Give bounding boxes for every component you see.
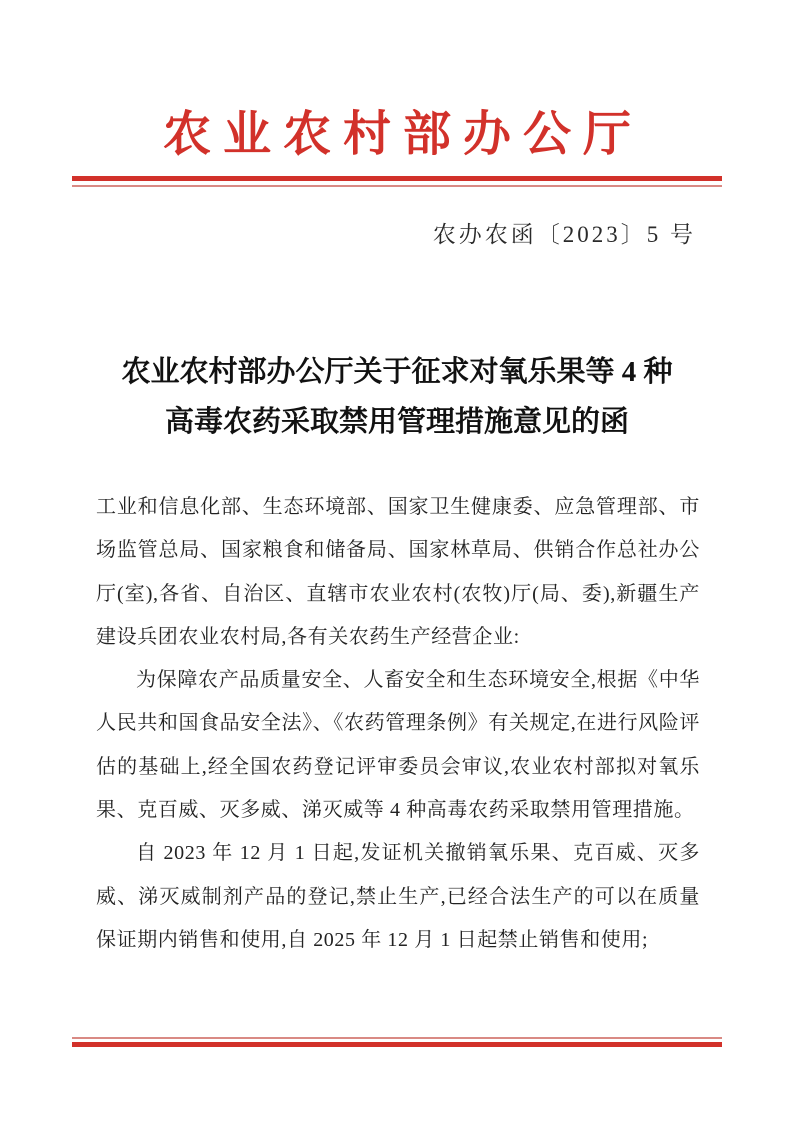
- letterhead-divider-thick: [72, 176, 722, 181]
- footer-divider-thin: [72, 1037, 722, 1039]
- paragraph-ban-measures: 自 2023 年 12 月 1 日起,发证机关撤销氧乐果、克百威、灭多威、涕灭威制剂产品的登记,禁止生产,已经合法生产的可以在质量保证期内销售和使用,自 2025 年 12 月 1 日起禁止销售和使用;: [96, 842, 700, 951]
- paragraph-legal-basis: 为保障农产品质量安全、人畜安全和生态环境安全,根据《中华人民共和国食品安全法》、《农药管理条例》有关规定,在进行风险评估的基础上,经全国农药登记评审委员会审议,农业农村部拟对氧乐果、克百威、灭多威、涕灭威等 4 种高毒农药采取禁用管理措施。: [96, 669, 700, 822]
- document-title-line2: 高毒农药采取禁用管理措施意见的函: [164, 406, 629, 438]
- document-number: 农办农函〔2023〕5 号: [432, 222, 696, 247]
- document-body: [96, 486, 700, 962]
- letterhead-divider-thin: [72, 185, 722, 187]
- document-title: [50, 347, 744, 447]
- footer-divider-thick: [72, 1042, 722, 1047]
- letterhead-agency-title: 农业农村部办公厅: [162, 108, 643, 161]
- paragraph-recipients: 工业和信息化部、生态环境部、国家卫生健康委、应急管理部、市场监管总局、国家粮食和储备局、国家林草局、供销合作总社办公厅(室),各省、自治区、直辖市农业农村(农牧)厅(局、委),新疆生产建设兵团农业农村局,各有关农药生产经营企业:: [96, 496, 700, 648]
- document-title-line1: 农业农村部办公厅关于征求对氧乐果等 4 种: [121, 356, 673, 388]
